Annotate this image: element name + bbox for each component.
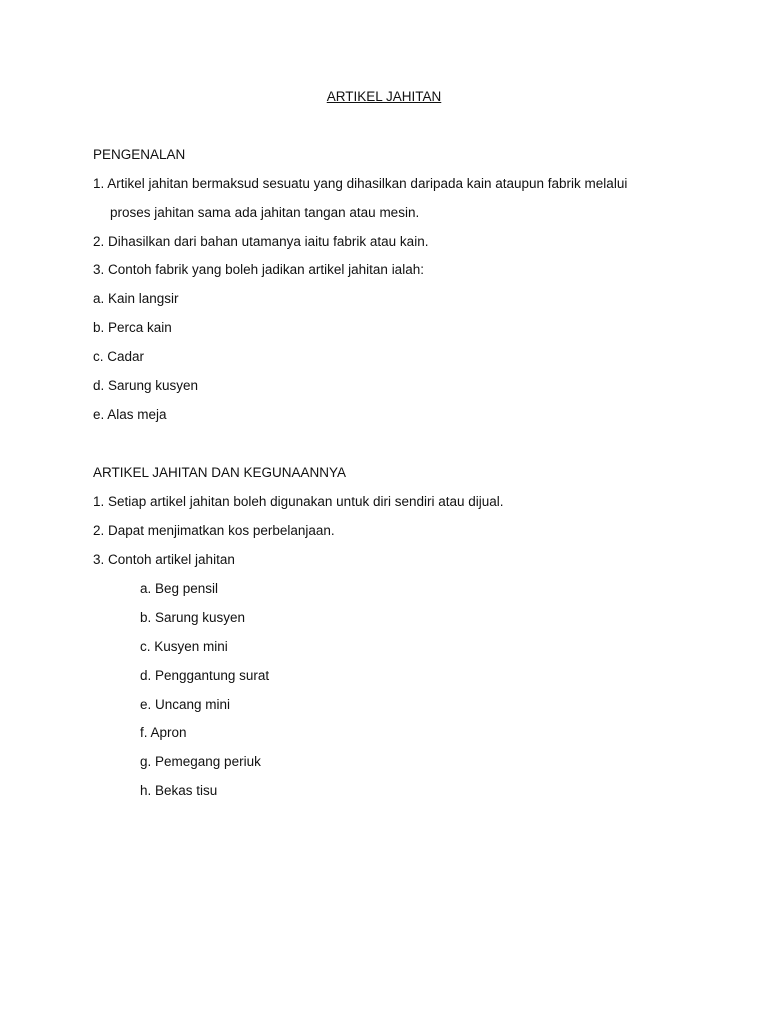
paragraph-item-2: 2. Dihasilkan dari bahan utamanya iaitu fabrik atau kain. bbox=[93, 234, 429, 249]
list-item: g. Pemegang periuk bbox=[140, 754, 261, 769]
list-item: b. Sarung kusyen bbox=[140, 610, 246, 625]
paragraph-item-1: 1. Setiap artikel jahitan boleh digunakan untuk diri sendiri atau dijual. bbox=[93, 494, 504, 509]
list-item: c. Kusyen mini bbox=[140, 639, 228, 654]
list-item: d. Penggantung surat bbox=[140, 668, 270, 683]
paragraph-item-3: 3. Contoh artikel jahitan bbox=[93, 552, 235, 567]
paragraph-item-1-line-1: 1. Artikel jahitan bermaksud sesuatu yang dihasilkan daripada kain ataupun fabrik melalui bbox=[93, 176, 628, 191]
list-item: h. Bekas tisu bbox=[140, 783, 218, 798]
list-item: f. Apron bbox=[140, 725, 187, 740]
list-item: a. Beg pensil bbox=[140, 581, 219, 596]
list-item: b. Perca kain bbox=[93, 320, 172, 335]
section-heading-kegunaan: ARTIKEL JAHITAN DAN KEGUNAANNYA bbox=[93, 465, 347, 480]
document-title: ARTIKEL JAHITAN bbox=[326, 89, 442, 104]
list-item: c. Cadar bbox=[93, 349, 145, 364]
paragraph-item-3: 3. Contoh fabrik yang boleh jadikan artikel jahitan ialah: bbox=[93, 262, 424, 277]
list-item: e. Alas meja bbox=[93, 407, 167, 422]
section-heading-pengenalan: PENGENALAN bbox=[93, 147, 186, 162]
list-item: e. Uncang mini bbox=[140, 697, 231, 712]
paragraph-item-2: 2. Dapat menjimatkan kos perbelanjaan. bbox=[93, 523, 335, 538]
list-item: a. Kain langsir bbox=[93, 291, 179, 306]
list-item: d. Sarung kusyen bbox=[93, 378, 199, 393]
paragraph-item-1-line-2: proses jahitan sama ada jahitan tangan atau mesin. bbox=[110, 205, 420, 220]
